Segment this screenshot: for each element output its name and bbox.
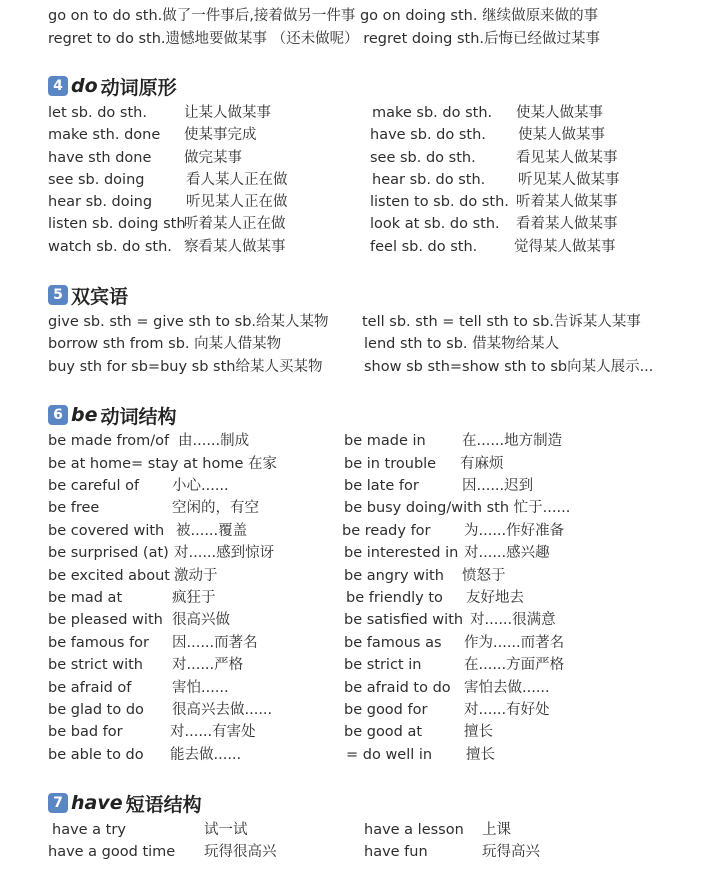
phrase-en: be excited about [48, 568, 170, 584]
phrase-row [0, 192, 707, 212]
phrase-en: listen sb. doing sth [48, 216, 186, 232]
phrase-cn: 对......有好处 [464, 702, 550, 718]
phrase-row [0, 170, 707, 190]
phrase-en: listen to sb. do sth. [370, 194, 509, 210]
phrase-row [0, 633, 707, 653]
phrase-row [0, 357, 707, 377]
phrase-cn: 激动于 [174, 568, 218, 584]
phrase-en: borrow sth from sb. 向某人借某物 [48, 336, 282, 352]
phrase-cn: 听见某人正在做 [186, 194, 288, 210]
section-heading-title: 动词结构 [100, 405, 177, 428]
phrase-row [0, 237, 707, 257]
phrase-cn: 察看某人做某事 [184, 239, 286, 255]
phrase-cn: 为......作好准备 [464, 523, 565, 539]
phrase-en: give sb. sth = give sth to sb.给某人某物 [48, 314, 329, 330]
phrase-en: be strict in [344, 657, 422, 673]
phrase-en: lend sth to sb. 借某物给某人 [364, 336, 560, 352]
phrase-cn: 试一试 [204, 822, 248, 838]
phrase-cn: 空闲的，有空 [172, 500, 259, 516]
phrase-en: see sb. do sth. [370, 150, 476, 166]
phrase-cn: 看人某人正在做 [186, 172, 288, 188]
phrase-row [0, 148, 707, 168]
phrase-en: show sb sth=show sth to sb向某人展示... [364, 359, 654, 375]
phrase-row [0, 431, 707, 451]
phrase-en: be mad at [48, 590, 123, 606]
phrase-cn: 很高兴去做...... [172, 702, 273, 718]
phrase-cn: 听着某人正在做 [184, 216, 286, 232]
phrase-cn: 因......迟到 [462, 478, 534, 494]
phrase-en: have a try [52, 822, 126, 838]
phrase-cn: 对......感兴趣 [464, 545, 550, 561]
section-number-badge: 6 [48, 405, 68, 425]
section-heading-title: 短语结构 [125, 793, 202, 816]
phrase-en: watch sb. do sth. [48, 239, 172, 255]
phrase-en: be pleased with [48, 612, 163, 628]
phrase-en: be free [48, 500, 100, 516]
phrase-en: be strict with [48, 657, 143, 673]
phrase-en: be busy doing/with sth 忙于...... [344, 500, 571, 516]
section-heading [48, 403, 177, 427]
phrase-cn: 在......方面严格 [464, 657, 565, 673]
phrase-en: be made from/of [48, 433, 170, 449]
phrase-cn: 害怕去做...... [464, 680, 550, 696]
phrase-row [0, 700, 707, 720]
phrase-en: be made in [344, 433, 426, 449]
section-heading [48, 283, 128, 307]
phrase-en: be famous for [48, 635, 150, 651]
phrase-cn: 友好地去 [466, 590, 524, 606]
phrase-cn: 小心...... [172, 478, 229, 494]
phrase-row [0, 842, 707, 862]
phrase-en: look at sb. do sth. [370, 216, 500, 232]
phrase-cn: 让某人做某事 [184, 105, 271, 121]
phrase-cn: 玩得高兴 [482, 844, 540, 860]
phrase-en: buy sth for sb=buy sb sth给某人买某物 [48, 359, 323, 375]
phrase-cn: 使某人做某事 [518, 127, 605, 143]
phrase-en: be careful of [48, 478, 140, 494]
phrase-row [0, 334, 707, 354]
phrase-cn: 上课 [482, 822, 511, 838]
phrase-cn: 疯狂于 [172, 590, 216, 606]
phrase-cn: 使某人做某事 [516, 105, 603, 121]
phrase-en: make sb. do sth. [372, 105, 493, 121]
phrase-en: be friendly to [346, 590, 443, 606]
phrase-en: feel sb. do sth. [370, 239, 478, 255]
phrase-en: be glad to do [48, 702, 144, 718]
phrase-en: be at home= stay at home 在家 [48, 456, 277, 472]
phrase-cn: 愤怒于 [462, 568, 506, 584]
phrase-en: have a good time [48, 844, 176, 860]
phrase-en: be satisfied with [344, 612, 464, 628]
phrase-cn: 在......地方制造 [462, 433, 563, 449]
section-number-badge: 5 [48, 285, 68, 305]
phrase-en: be surprised (at) [48, 545, 169, 561]
phrase-cn: 对......有害处 [170, 724, 256, 740]
phrase-en: be interested in [344, 545, 459, 561]
phrase-en: be late for [344, 478, 419, 494]
phrase-en: let sb. do sth. [48, 105, 147, 121]
phrase-cn: 擅长 [464, 724, 493, 740]
phrase-row [0, 103, 707, 123]
phrase-row [0, 543, 707, 563]
phrase-cn: 做完某事 [184, 150, 242, 166]
phrase-cn: 听见某人做某事 [518, 172, 620, 188]
phrase-cn: 作为......而著名 [464, 635, 565, 651]
intro-line: regret to do sth.遗憾地要做某事 （还未做呢） regret doing sth.后悔已经做过某事 [48, 31, 601, 47]
phrase-row [0, 722, 707, 742]
phrase-en: tell sb. sth = tell sth to sb.告诉某人某事 [362, 314, 641, 330]
phrase-en: have fun [364, 844, 428, 860]
phrase-cn: 听着某人做某事 [516, 194, 618, 210]
phrase-en: be ready for [342, 523, 431, 539]
section-number-badge: 4 [48, 76, 68, 96]
section-heading-keyword: do [71, 75, 98, 97]
phrase-en: be able to do [48, 747, 144, 763]
phrase-row [0, 214, 707, 234]
phrase-cn: 被......覆盖 [176, 523, 248, 539]
phrase-en: have sb. do sth. [370, 127, 486, 143]
phrase-row [0, 312, 707, 332]
phrase-en: be bad for [48, 724, 123, 740]
phrase-en: have sth done [48, 150, 152, 166]
phrase-en: have a lesson [364, 822, 464, 838]
intro-line: go on to do sth.做了一件事后,接着做另一件事 go on doing sth. 继续做原来做的事 [48, 8, 599, 24]
phrase-en: be good at [344, 724, 423, 740]
phrase-en: be angry with [344, 568, 444, 584]
phrase-row [0, 454, 707, 474]
phrase-en: be covered with [48, 523, 165, 539]
section-number-badge: 7 [48, 793, 68, 813]
phrase-en: hear sb. do sth. [372, 172, 486, 188]
phrase-cn: 看着某人做某事 [516, 216, 618, 232]
phrase-en: be famous as [344, 635, 442, 651]
phrase-en: see sb. doing [48, 172, 145, 188]
phrase-en: make sth. done [48, 127, 161, 143]
phrase-en: be afraid of [48, 680, 132, 696]
phrase-cn: 能去做...... [170, 747, 242, 763]
phrase-cn: 看见某人做某事 [516, 150, 618, 166]
section-heading-keyword: be [71, 404, 98, 426]
phrase-en: hear sb. doing [48, 194, 153, 210]
phrase-en: be in trouble [344, 456, 437, 472]
phrase-row [0, 678, 707, 698]
phrase-cn: 对......严格 [172, 657, 244, 673]
phrase-row [0, 566, 707, 586]
phrase-cn: 对......感到惊讶 [174, 545, 275, 561]
phrase-row [0, 610, 707, 630]
section-heading-title: 双宾语 [71, 285, 129, 308]
phrase-cn: 觉得某人做某事 [514, 239, 616, 255]
phrase-cn: 由......制成 [178, 433, 250, 449]
section-heading [48, 791, 202, 815]
phrase-cn: 因......而著名 [172, 635, 258, 651]
phrase-cn: 使某事完成 [184, 127, 257, 143]
phrase-row [0, 588, 707, 608]
section-heading-title: 动词原形 [100, 76, 177, 99]
phrase-en: be good for [344, 702, 428, 718]
phrase-row [0, 521, 707, 541]
phrase-cn: 对......很满意 [470, 612, 556, 628]
phrase-row [0, 820, 707, 840]
phrase-cn: 害怕...... [172, 680, 229, 696]
phrase-row [0, 498, 707, 518]
section-heading-keyword: have [71, 792, 123, 814]
phrase-en: be afraid to do [344, 680, 451, 696]
phrase-en: = do well in [346, 747, 433, 763]
phrase-row [0, 745, 707, 765]
phrase-cn: 有麻烦 [460, 456, 504, 472]
phrase-cn: 擅长 [466, 747, 495, 763]
phrase-cn: 很高兴做 [172, 612, 230, 628]
phrase-cn: 玩得很高兴 [204, 844, 277, 860]
phrase-row [0, 655, 707, 675]
phrase-row [0, 476, 707, 496]
section-heading [48, 74, 177, 98]
phrase-row [0, 125, 707, 145]
